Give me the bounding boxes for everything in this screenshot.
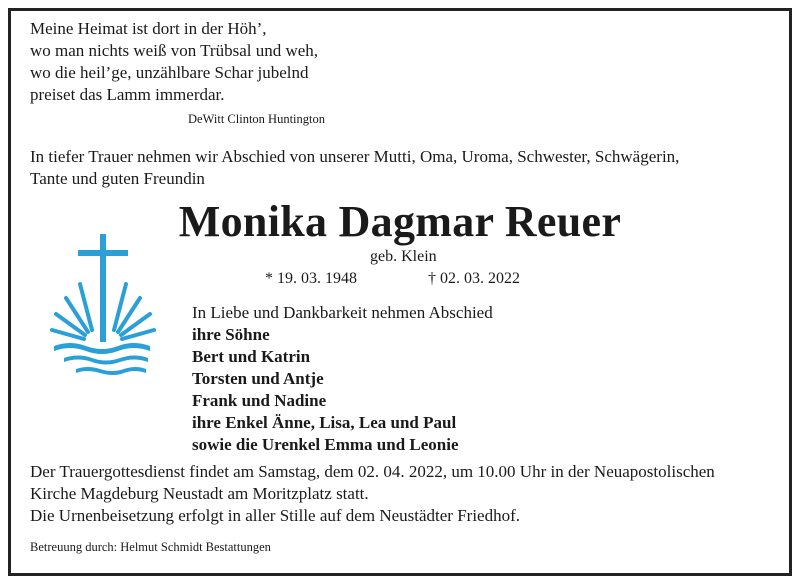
cross-sunrise-water-icon (50, 234, 162, 384)
poem-line: preiset das Lamm immerdar. (30, 85, 225, 104)
poem-line: Meine Heimat ist dort in der Höh’, (30, 19, 267, 38)
death-date: † 02. 03. 2022 (428, 270, 520, 287)
intro-line: In tiefer Trauer nehmen wir Abschied von unserer Mutti, Oma, Uroma, Schwester, Schwägerin, (30, 147, 680, 166)
funeral-home-credit: Betreuung durch: Helmut Schmidt Bestattungen (30, 540, 271, 554)
poem-line: wo die heil’ge, unzählbare Schar jubelnd (30, 63, 309, 82)
service-line: Der Trauergottesdienst findet am Samstag, dem 02. 04. 2022, um 10.00 Uhr in der Neuapostolischen (30, 462, 715, 481)
intro-text (30, 146, 679, 190)
mourner-line: sowie die Urenkel Emma und Leonie (192, 435, 459, 454)
mourner-line: Bert und Katrin (192, 347, 311, 366)
mourner-line: ihre Söhne (192, 325, 270, 344)
service-line: Kirche Magdeburg Neustadt am Moritzplatz statt. (30, 484, 369, 503)
service-line: Die Urnenbeisetzung erfolgt in aller Stille auf dem Neustädter Friedhof. (30, 506, 521, 525)
poem-author: DeWitt Clinton Huntington (188, 112, 325, 126)
poem-line: wo man nichts weiß von Trübsal und weh, (30, 41, 319, 60)
mourner-line: Frank und Nadine (192, 391, 327, 410)
service-info (30, 461, 715, 527)
poem (30, 18, 318, 106)
birth-date: * 19. 03. 1948 (265, 270, 357, 287)
intro-line: Tante und guten Freundin (30, 169, 205, 188)
maiden-name: geb. Klein (370, 248, 437, 265)
mourners-intro: In Liebe und Dankbarkeit nehmen Abschied (192, 303, 493, 322)
deceased-name: Monika Dagmar Reuer (178, 197, 622, 246)
mourners-list (192, 302, 493, 456)
mourner-line: Torsten und Antje (192, 369, 324, 388)
mourner-line: ihre Enkel Änne, Lisa, Lea und Paul (192, 413, 457, 432)
